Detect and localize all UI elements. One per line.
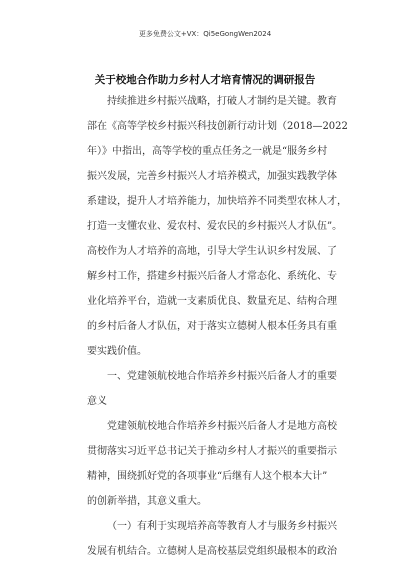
body-line: 的乡村后备人才队伍，对于落实立德树人根本任务具有重: [87, 321, 337, 332]
body-line: 部在《高等学校乡村振兴科技创新行动计划（2018—2022: [87, 121, 348, 132]
body-line: 贯彻落实习近平总书记关于推动乡村人才振兴的重要指示: [87, 446, 337, 457]
body-line: 解乡村工作，搭建乡村振兴后备人才常态化、系统化、专: [87, 271, 337, 282]
subsection-line: （一）有利于实现培养高等教育人才与服务乡村振兴: [107, 521, 337, 532]
body-line: 振兴发展，完善乡村振兴人才培养模式，加强实践教学体: [87, 171, 337, 182]
header-note: 更多免费公文+VX：Qi5eGongWen2024: [138, 30, 272, 38]
body-line: 发展有机结合。立德树人是高校基层党组织最根本的政治: [87, 546, 337, 557]
body-line: 高校作为人才培养的高地，引导大学生认识乡村发展、了: [87, 246, 337, 257]
body-line: 党建领航校地合作培养乡村振兴后备人才是地方高校: [107, 421, 337, 432]
body-line: 要实践价值。: [87, 346, 147, 357]
document-title: 关于校地合作助力乡村人才培育情况的调研报告: [94, 74, 316, 86]
body-line: 业化培养平台，造就一支素质优良、数量充足、结构合理: [87, 296, 337, 307]
body-line: 系建设，提升人才培养能力，加快培养不同类型农林人才，: [87, 196, 347, 207]
body-line: 的创新举措，其意义重大。: [87, 496, 207, 507]
body-line: 年）》中指出，高等学校的重点任务之一就是“服务乡村: [87, 146, 328, 157]
body-line: 持续推进乡村振兴战略，打破人才制约是关键。教育: [107, 96, 337, 107]
section-heading-line: 意义: [87, 396, 107, 407]
body-line: 精神，围绕抓好党的各项事业“后继有人这个根本大计”: [87, 471, 328, 482]
section-heading-line: 一、党建领航校地合作培养乡村振兴后备人才的重要: [107, 371, 337, 382]
body-line: 打造一支懂农业、爱农村、爱农民的乡村振兴人才队伍”。: [87, 221, 343, 232]
